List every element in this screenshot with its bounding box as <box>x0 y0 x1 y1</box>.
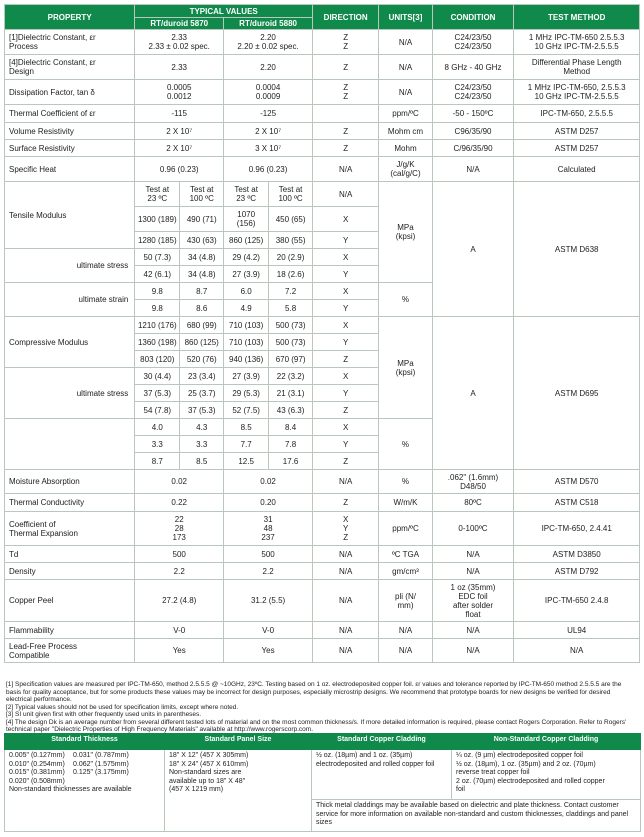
footnote: [4] The design Dk is an average number from several different tested lots of material and on the most common thickness/s. If more detailed information is required, please contact Rogers Corporation. Refer to Rogers' technical paper "Dielectric Properties of High Frequency Materials" available at http://www.rogerscorp.com. <box>6 718 627 733</box>
footnote: [2] Typical values should not be used for specification limits, except where noted. <box>6 703 239 711</box>
cell: Z <box>313 402 379 419</box>
cell: 670 (97) <box>269 351 313 368</box>
cell: 12.5 <box>224 453 269 470</box>
cell: 4.3 <box>180 419 224 436</box>
units: ppm/ºC <box>379 105 432 123</box>
cell: Y <box>313 232 379 249</box>
units: gm/cm³ <box>379 563 432 580</box>
cell: 34 (4.8) <box>180 266 224 283</box>
row-specific-heat <box>5 157 640 182</box>
cell: 4.0 <box>135 419 180 436</box>
cell: X <box>313 317 379 334</box>
direction: N/A <box>313 580 379 622</box>
row-cte <box>5 512 640 546</box>
standard-cladding-text: ½ oz. (18µm) and 1 oz. (35µm) electrodeposited and rolled copper foil <box>312 750 452 800</box>
standard-thickness-header: Standard Thickness <box>5 734 165 750</box>
cell: 20 (2.9) <box>269 249 313 266</box>
cell: X <box>313 368 379 385</box>
value-a: 22 28 173 <box>135 512 224 546</box>
cell: 43 (6.3) <box>269 402 313 419</box>
footnote: [3] SI unit given first with other frequently used units in parentheses. <box>6 711 202 718</box>
units: N/A <box>379 55 432 80</box>
units: pli (N/ mm) <box>379 580 432 622</box>
row-td <box>5 546 640 563</box>
cell: 710 (103) <box>224 317 269 334</box>
cell: 54 (7.8) <box>135 402 180 419</box>
test-method: ASTM D257 <box>514 123 640 140</box>
row-thermal-conductivity <box>5 494 640 512</box>
cell: 9.8 <box>135 283 180 300</box>
units: ppm/ºC <box>379 512 432 546</box>
direction: N/A <box>313 157 379 182</box>
properties-table <box>4 4 640 663</box>
test-method: IPC-TM-650, 2.4.41 <box>514 512 640 546</box>
thick-cladding-note: Thick metal claddings may be available based on dielectric and plate thickness. Contact customer service for more information on available non-standard and custom thicknesses, claddings and panel sizes <box>312 800 641 832</box>
cell: 7.7 <box>224 436 269 453</box>
condition: N/A <box>432 157 514 182</box>
row-surface-resistivity <box>5 140 640 157</box>
value-a: 0.02 <box>135 470 224 494</box>
cell: 34 (4.8) <box>180 249 224 266</box>
units: N/A <box>379 30 432 55</box>
property-label: Specific Heat <box>5 157 135 182</box>
test-method: ASTM D570 <box>514 470 640 494</box>
non-standard-copper-cladding-header: Non-Standard Copper Cladding <box>452 734 641 750</box>
condition: C/96/35/90 <box>432 140 514 157</box>
units: ºC TGA <box>379 546 432 563</box>
cell: 27 (3.9) <box>224 266 269 283</box>
tensile-label: Tensile Modulus <box>5 182 135 249</box>
cell: X <box>313 249 379 266</box>
ultimate-stress-label: ultimate stress <box>5 368 135 419</box>
cell: 17.6 <box>269 453 313 470</box>
cell: 490 (71) <box>180 207 224 232</box>
direction: Z Z <box>313 30 379 55</box>
condition: -50 - 150ºC <box>432 105 514 123</box>
cell: 4.9 <box>224 300 269 317</box>
value-b: 0.20 <box>224 494 313 512</box>
test-method: 1 MHz IPC-TM-650 2.5.5.3 10 GHz IPC-TM-2.5.5.5 <box>514 30 640 55</box>
cell: Y <box>313 436 379 453</box>
cell: 3.3 <box>135 436 180 453</box>
value-b: 0.0004 0.0009 <box>224 80 313 105</box>
value-a: 2.33 <box>135 55 224 80</box>
row-test-heads <box>5 182 640 207</box>
cell: 500 (73) <box>269 317 313 334</box>
row-volume-resistivity <box>5 123 640 140</box>
units: W/m/K <box>379 494 432 512</box>
value-a: 2 X 10⁷ <box>135 123 224 140</box>
value-a: 0.96 (0.23) <box>135 157 224 182</box>
cell: 940 (136) <box>224 351 269 368</box>
header-property: PROPERTY <box>5 5 135 30</box>
property-label: Lead-Free Process Compatible <box>5 639 135 663</box>
cell: 29 (5.3) <box>224 385 269 402</box>
cell: 1070 (156) <box>224 207 269 232</box>
value-b: 0.96 (0.23) <box>224 157 313 182</box>
cell: 6.0 <box>224 283 269 300</box>
cell: 430 (63) <box>180 232 224 249</box>
cell: 21 (3.1) <box>269 385 313 402</box>
cell: Y <box>313 334 379 351</box>
cell: 30 (4.4) <box>135 368 180 385</box>
cell: 18 (2.6) <box>269 266 313 283</box>
availability-table <box>4 733 641 832</box>
cell: 680 (99) <box>180 317 224 334</box>
cell: 1360 (198) <box>135 334 180 351</box>
row-lead-free <box>5 639 640 663</box>
cell: 37 (5.3) <box>135 385 180 402</box>
direction: Z <box>313 55 379 80</box>
cell: Z <box>313 351 379 368</box>
header-condition: CONDITION <box>432 5 514 30</box>
test-100c: Test at 100 ºC <box>180 182 224 207</box>
row-dk-design <box>5 55 640 80</box>
units: N/A <box>379 622 432 639</box>
row-dissipation-factor <box>5 80 640 105</box>
condition: N/A <box>432 622 514 639</box>
cell: 9.8 <box>135 300 180 317</box>
row-flammability <box>5 622 640 639</box>
direction: Z <box>313 494 379 512</box>
value-a: 27.2 (4.8) <box>135 580 224 622</box>
header-units: UNITS[3] <box>379 5 432 30</box>
cell: Y <box>313 266 379 283</box>
test-method: ASTM D257 <box>514 140 640 157</box>
value-b: 2.20 <box>224 55 313 80</box>
units: Mohm cm <box>379 123 432 140</box>
property-label: Moisture Absorption <box>5 470 135 494</box>
test-method: Differential Phase Length Method <box>514 55 640 80</box>
footnote: [1] Specification values are measured per IPC-TM-650, method 2.5.5.5 @ ~10GHz, 23ºC. Testing based on 1 oz. electrodeposited copper foil. εr values and tolerance reported by IPC-TM-650 method 2.5.5.5 are the basis for quality acceptance, but for some products these values may be incorrect for design purposes, especially microstrip designs. We recommend that prototype boards for new designs be verified for desired electrical performance. <box>6 681 622 703</box>
cell: 8.4 <box>269 419 313 436</box>
condition: 8 GHz - 40 GHz <box>432 55 514 80</box>
cell: 8.5 <box>180 453 224 470</box>
cell: 5.8 <box>269 300 313 317</box>
condition: N/A <box>432 639 514 663</box>
header-test-method: TEST METHOD <box>514 5 640 30</box>
value-a: 2 X 10⁷ <box>135 140 224 157</box>
condition: .062" (1.6mm) D48/50 <box>432 470 514 494</box>
cell: 29 (4.2) <box>224 249 269 266</box>
cell: 7.2 <box>269 283 313 300</box>
units: Mohm <box>379 140 432 157</box>
test-method: ASTM D3850 <box>514 546 640 563</box>
property-label: Surface Resistivity <box>5 140 135 157</box>
property-label: Thermal Conductivity <box>5 494 135 512</box>
test-method: UL94 <box>514 622 640 639</box>
test-method: ASTM C518 <box>514 494 640 512</box>
property-label: Thermal Coefficient of εr <box>5 105 135 123</box>
direction: Z Z <box>313 80 379 105</box>
cell: Z <box>313 453 379 470</box>
cell: 1210 (176) <box>135 317 180 334</box>
value-a: 2.33 2.33 ± 0.02 spec. <box>135 30 224 55</box>
direction: N/A <box>313 182 379 207</box>
header-product-a: RT/duroid 5870 <box>135 18 224 30</box>
tensile-condition: A <box>432 182 514 317</box>
value-a: V-0 <box>135 622 224 639</box>
condition: 80ºC <box>432 494 514 512</box>
cell: 860 (125) <box>180 334 224 351</box>
units: J/g/K (cal/g/C) <box>379 157 432 182</box>
direction: Z <box>313 123 379 140</box>
blank-cell <box>5 419 135 470</box>
cell: 37 (5.3) <box>180 402 224 419</box>
value-a: 2.2 <box>135 563 224 580</box>
header-typical-values: TYPICAL VALUES <box>135 5 313 18</box>
header-direction: DIRECTION <box>313 5 379 30</box>
datasheet <box>4 4 640 663</box>
header-product-b: RT/duroid 5880 <box>224 18 313 30</box>
condition: C96/35/90 <box>432 123 514 140</box>
test-method: 1 MHz IPC-TM-650, 2.5.5.3 10 GHz IPC-TM-2.5.5.5 <box>514 80 640 105</box>
condition: C24/23/50 C24/23/50 <box>432 30 514 55</box>
standard-panel-size-header: Standard Panel Size <box>165 734 312 750</box>
ultimate-strain-label: ultimate strain <box>5 283 135 317</box>
cell: 27 (3.9) <box>224 368 269 385</box>
property-label: Flammability <box>5 622 135 639</box>
property-label: Density <box>5 563 135 580</box>
test-100c: Test at 100 ºC <box>269 182 313 207</box>
compressive-method: ASTM D695 <box>514 317 640 470</box>
panel-size-list: 18" X 12" (457 X 305mm) 18" X 24" (457 X 610mm) Non-standard sizes are available up to 18" X 48" (457 X 1219 mm) <box>165 750 312 832</box>
direction: N/A <box>313 470 379 494</box>
value-b: 2.2 <box>224 563 313 580</box>
cell: 803 (120) <box>135 351 180 368</box>
value-b: 2 X 10⁷ <box>224 123 313 140</box>
cell: 1300 (189) <box>135 207 180 232</box>
cell: 8.7 <box>180 283 224 300</box>
row-density <box>5 563 640 580</box>
table-row <box>5 317 640 334</box>
condition: N/A <box>432 546 514 563</box>
units: N/A <box>379 80 432 105</box>
tensile-units: MPa (kpsi) <box>379 182 432 283</box>
value-b: 31 48 237 <box>224 512 313 546</box>
cell: 860 (125) <box>224 232 269 249</box>
cell: 1280 (185) <box>135 232 180 249</box>
cell: 450 (65) <box>269 207 313 232</box>
value-b: 3 X 10⁷ <box>224 140 313 157</box>
condition: 1 oz (35mm) EDC foil after solder float <box>432 580 514 622</box>
direction: X Y Z <box>313 512 379 546</box>
test-method: N/A <box>514 639 640 663</box>
cell: 50 (7.3) <box>135 249 180 266</box>
property-label: [1]Dielectric Constant, εr Process <box>5 30 135 55</box>
cell: X <box>313 283 379 300</box>
value-b: Yes <box>224 639 313 663</box>
test-method: IPC-TM-650 2.4.8 <box>514 580 640 622</box>
value-b: 0.02 <box>224 470 313 494</box>
thickness-note: Non-standard thicknesses are available <box>9 786 132 793</box>
cell: X <box>313 419 379 436</box>
value-a: 0.0005 0.0012 <box>135 80 224 105</box>
ultimate-stress-label: ultimate stress <box>5 249 135 283</box>
cell: 25 (3.7) <box>180 385 224 402</box>
compressive-label: Compressive Modulus <box>5 317 135 368</box>
direction: N/A <box>313 546 379 563</box>
strain-units: % <box>379 283 432 317</box>
value-b: 500 <box>224 546 313 563</box>
cell: 8.5 <box>224 419 269 436</box>
footnotes <box>6 681 634 734</box>
cell: Y <box>313 300 379 317</box>
condition: C24/23/50 C24/23/50 <box>432 80 514 105</box>
value-b: 2.20 2.20 ± 0.02 spec. <box>224 30 313 55</box>
cell: 23 (3.4) <box>180 368 224 385</box>
test-method: Calculated <box>514 157 640 182</box>
units: N/A <box>379 639 432 663</box>
value-a: 0.22 <box>135 494 224 512</box>
strain-units: % <box>379 419 432 470</box>
property-label: Dissipation Factor, tan δ <box>5 80 135 105</box>
property-label: [4]Dielectric Constant, εr Design <box>5 55 135 80</box>
header-row <box>5 5 640 18</box>
property-label: Coefficient of Thermal Expansion <box>5 512 135 546</box>
row-copper-peel <box>5 580 640 622</box>
cell: 7.8 <box>269 436 313 453</box>
direction: Z <box>313 140 379 157</box>
property-label: Volume Resistivity <box>5 123 135 140</box>
row-thermal-coefficient <box>5 105 640 123</box>
row-moisture-absorption <box>5 470 640 494</box>
value-a: Yes <box>135 639 224 663</box>
direction <box>313 105 379 123</box>
cell: 710 (103) <box>224 334 269 351</box>
value-b: V-0 <box>224 622 313 639</box>
test-23c: Test at 23 ºC <box>135 182 180 207</box>
row-dk-process <box>5 30 640 55</box>
direction: N/A <box>313 563 379 580</box>
standard-copper-cladding-header: Standard Copper Cladding <box>312 734 452 750</box>
condition: N/A <box>432 563 514 580</box>
cell: Y <box>313 385 379 402</box>
property-label: Td <box>5 546 135 563</box>
direction: N/A <box>313 639 379 663</box>
cell: 520 (76) <box>180 351 224 368</box>
cell: 52 (7.5) <box>224 402 269 419</box>
tensile-method: ASTM D638 <box>514 182 640 317</box>
non-standard-cladding-text: ¼ oz. (9 µm) electrodeposited copper foil ½ oz. (18µm), 1 oz. (35µm) and 2 oz. (70µm) reverse treat copper foil 2 oz. (70µm) electrodeposited and rolled copper foil <box>452 750 641 800</box>
cell: 22 (3.2) <box>269 368 313 385</box>
value-b: -125 <box>224 105 313 123</box>
compressive-condition: A <box>432 317 514 470</box>
property-label: Copper Peel <box>5 580 135 622</box>
cell: 42 (6.1) <box>135 266 180 283</box>
value-b: 31.2 (5.5) <box>224 580 313 622</box>
cell: 500 (73) <box>269 334 313 351</box>
standard-thickness-list: 0.005" (0.127mm) 0.031" (0.787mm) 0.010" (0.254mm) 0.062" (1.575mm) 0.015" (0.381mm) 0.125" (3.175mm) 0.020" (0.508mm) Non-standard thicknesses are available <box>5 750 165 832</box>
test-method: ASTM D792 <box>514 563 640 580</box>
units: % <box>379 470 432 494</box>
value-a: -115 <box>135 105 224 123</box>
cell: 8.6 <box>180 300 224 317</box>
direction: N/A <box>313 622 379 639</box>
test-method: IPC-TM-650, 2.5.5.5 <box>514 105 640 123</box>
cell: X <box>313 207 379 232</box>
compressive-units: MPa (kpsi) <box>379 317 432 419</box>
value-a: 500 <box>135 546 224 563</box>
cell: 380 (55) <box>269 232 313 249</box>
cell: 8.7 <box>135 453 180 470</box>
test-23c: Test at 23 ºC <box>224 182 269 207</box>
condition: 0-100ºC <box>432 512 514 546</box>
cell: 3.3 <box>180 436 224 453</box>
